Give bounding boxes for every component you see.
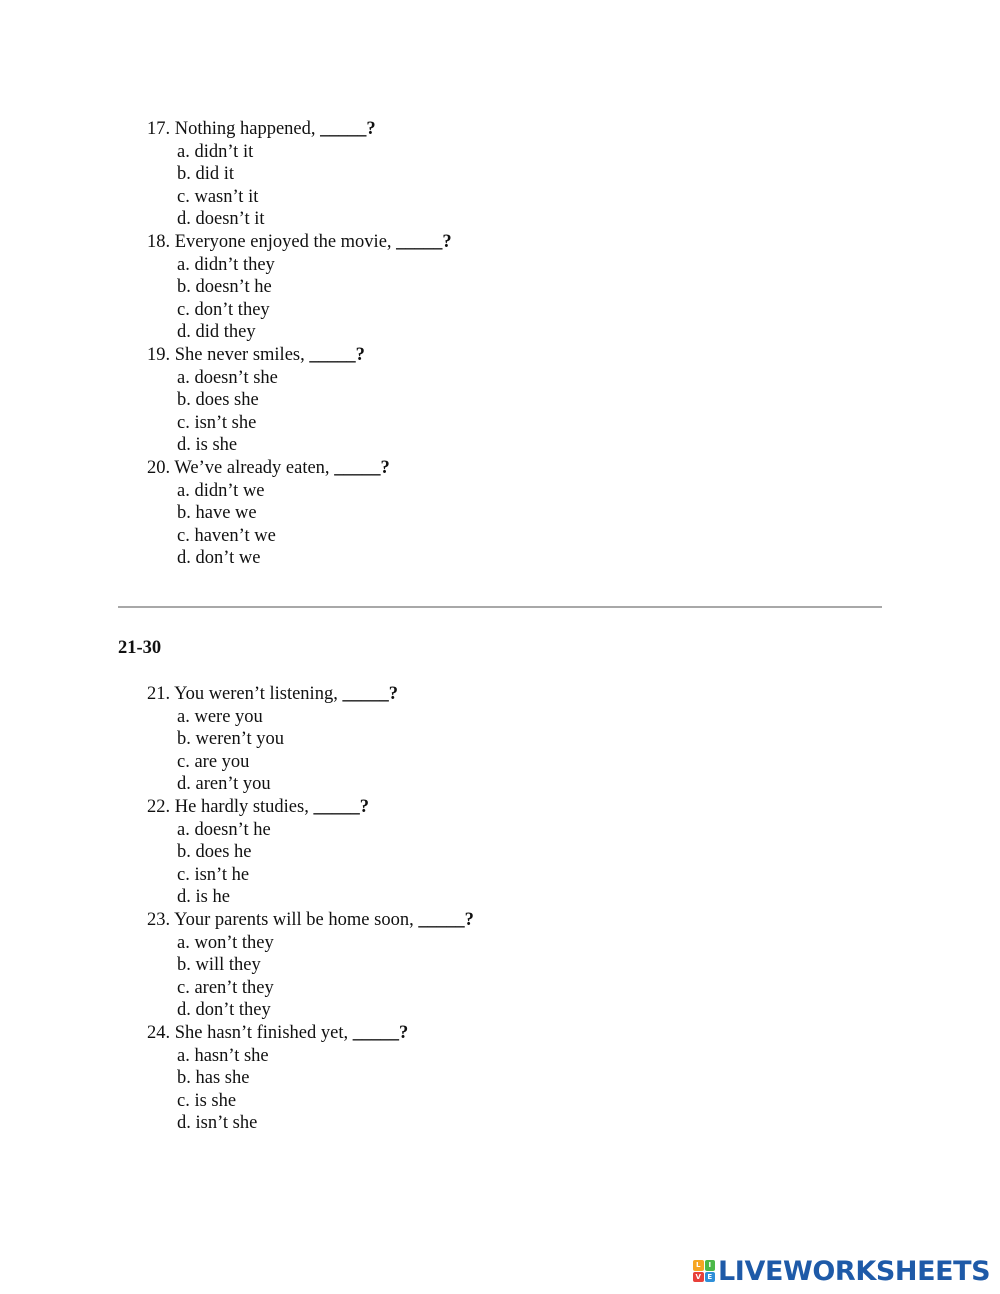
option-d: d. doesn’t it bbox=[177, 209, 265, 230]
answer-blank: _____? bbox=[342, 684, 398, 704]
option-c: c. haven’t we bbox=[177, 525, 276, 546]
section-heading: 21-30 bbox=[118, 638, 162, 658]
option-d: d. don’t we bbox=[177, 548, 261, 569]
option-b: b. doesn’t he bbox=[177, 277, 272, 298]
option-d: d. aren’t you bbox=[177, 774, 271, 795]
question-stem: 20. We’ve already eaten, _____? bbox=[147, 458, 390, 478]
option-c: c. aren’t they bbox=[177, 977, 274, 998]
answer-blank: _____? bbox=[313, 797, 369, 817]
option-b: b. did it bbox=[177, 164, 235, 185]
question-stem: 21. You weren’t listening, _____? bbox=[147, 684, 398, 704]
option-a: a. hasn’t she bbox=[177, 1045, 269, 1066]
answer-blank: _____? bbox=[309, 345, 365, 365]
option-d: d. isn’t she bbox=[177, 1113, 258, 1134]
logo-mark-icon: L I V E bbox=[693, 1260, 715, 1282]
option-a: a. won’t they bbox=[177, 932, 274, 953]
option-c: c. isn’t he bbox=[177, 864, 250, 885]
option-a: a. doesn’t he bbox=[177, 819, 271, 840]
option-d: d. is he bbox=[177, 887, 230, 908]
option-d: d. is she bbox=[177, 435, 238, 456]
question-stem: 18. Everyone enjoyed the movie, _____? bbox=[147, 232, 452, 252]
answer-blank: _____? bbox=[352, 1023, 409, 1043]
option-a: a. didn’t we bbox=[177, 480, 265, 501]
option-a: a. didn’t they bbox=[177, 254, 275, 275]
option-a: a. didn’t it bbox=[177, 141, 254, 162]
question-stem: 17. Nothing happened, _____? bbox=[147, 119, 376, 139]
answer-blank: _____? bbox=[396, 232, 452, 252]
question-stem: 23. Your parents will be home soon, _____? bbox=[147, 910, 474, 930]
option-c: c. don’t they bbox=[177, 299, 270, 320]
option-b: b. have we bbox=[177, 503, 257, 524]
option-b: b. has she bbox=[177, 1068, 250, 1089]
question-stem: 19. She never smiles, _____? bbox=[147, 345, 365, 365]
question-stem: 22. He hardly studies, _____? bbox=[147, 797, 369, 817]
option-a: a. doesn’t she bbox=[177, 367, 278, 388]
answer-blank: _____? bbox=[334, 458, 390, 478]
option-c: c. is she bbox=[177, 1090, 237, 1111]
option-a: a. were you bbox=[177, 706, 263, 727]
option-d: d. did they bbox=[177, 322, 256, 343]
option-b: b. weren’t you bbox=[177, 729, 285, 750]
option-c: c. isn’t she bbox=[177, 412, 257, 433]
section-divider bbox=[118, 606, 882, 608]
question-stem: 24. She hasn’t finished yet, _____? bbox=[147, 1023, 409, 1043]
option-d: d. don’t they bbox=[177, 1000, 271, 1021]
liveworksheets-logo[interactable] bbox=[693, 1256, 990, 1286]
answer-blank: _____? bbox=[320, 119, 376, 139]
option-c: c. are you bbox=[177, 751, 250, 772]
option-b: b. does she bbox=[177, 390, 259, 411]
answer-blank: _____? bbox=[418, 910, 474, 930]
option-c: c. wasn’t it bbox=[177, 186, 259, 207]
logo-text: LIVEWORKSHEETS bbox=[718, 1255, 991, 1287]
option-b: b. does he bbox=[177, 842, 252, 863]
option-b: b. will they bbox=[177, 955, 261, 976]
